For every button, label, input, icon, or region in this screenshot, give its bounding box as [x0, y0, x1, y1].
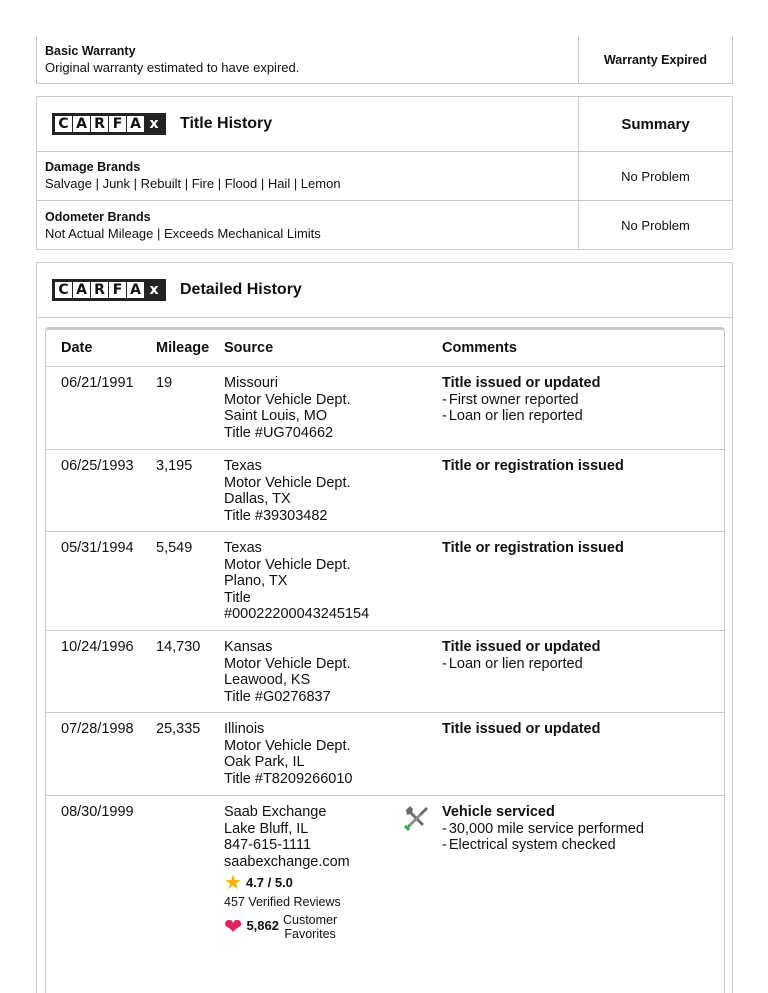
title-row [37, 201, 732, 250]
logo-letter: A [73, 116, 90, 132]
logo-letter: A [127, 282, 144, 298]
comment-title: Title issued or updated [442, 639, 601, 655]
logo-letter: x [145, 116, 163, 132]
warranty-label: Basic Warranty [45, 43, 136, 58]
source-line: Missouri [224, 375, 278, 391]
row-source [224, 804, 402, 956]
dealer-rating [224, 874, 402, 892]
comment-title: Title or registration issued [442, 458, 624, 474]
table-header [46, 330, 724, 367]
row-date: 07/28/1998 [61, 721, 134, 737]
comment-bullet: - Electrical system checked [442, 837, 724, 854]
row-mileage: 3,195 [156, 458, 193, 474]
title-row-text: Salvage | Junk | Rebuilt | Fire | Flood | Hail | Lemon [45, 176, 341, 191]
rating-value: 4.7 / 5.0 [245, 874, 293, 890]
favorites-label-line: Favorites [284, 926, 336, 941]
row-icon-slot [402, 721, 442, 795]
title-row-text: Not Actual Mileage | Exceeds Mechanical Limits [45, 225, 321, 241]
source-line: #00022200043245154 [224, 606, 370, 622]
logo-letter: C [55, 282, 72, 298]
source-line: Motor Vehicle Dept. [224, 737, 351, 754]
comment-bullet: - First owner reported [442, 392, 724, 409]
row-icon-slot [402, 639, 442, 712]
row-date: 08/30/1999 [61, 804, 134, 820]
warranty-section [36, 36, 733, 84]
title-history-section [36, 96, 733, 250]
row-source [224, 540, 402, 630]
star-icon: ★ [224, 872, 242, 894]
detailed-history-title: Detailed History [180, 281, 302, 298]
row-source [224, 639, 402, 712]
source-line: Title #G0276837 [224, 688, 331, 705]
source-line: Texas [224, 458, 262, 474]
wrench-screwdriver-icon [402, 804, 430, 832]
row-date: 06/21/1991 [61, 375, 134, 391]
source-line: Title #39303482 [224, 507, 328, 524]
row-mileage: 19 [156, 375, 173, 391]
title-history-header [37, 97, 578, 151]
row-date: 06/25/1993 [61, 458, 134, 474]
row-icon-slot [402, 804, 442, 956]
comment-bullet: - Loan or lien reported [442, 408, 724, 425]
reviews-link[interactable]: 457 Verified Reviews [224, 895, 341, 909]
row-icon-slot [402, 375, 442, 449]
favorites-label [283, 913, 337, 941]
title-row-label: Odometer Brands [45, 209, 151, 224]
logo-letter: F [109, 116, 126, 132]
source-line: Dallas, TX [224, 491, 291, 507]
customer-favorites [224, 913, 402, 941]
row-mileage: 14,730 [156, 639, 201, 655]
col-mileage: Mileage [156, 340, 210, 356]
detailed-history-header [37, 263, 732, 318]
col-comments: Comments [442, 340, 517, 356]
row-source [224, 375, 402, 449]
summary-label: Summary [578, 97, 732, 151]
carfax-logo [52, 113, 166, 135]
table-row [46, 532, 724, 631]
row-comments [442, 458, 724, 531]
comment-title: Title or registration issued [442, 540, 624, 556]
col-source: Source [224, 340, 274, 356]
row-date: 05/31/1994 [61, 540, 134, 556]
warranty-info [37, 36, 578, 83]
title-row-status: No Problem [578, 201, 732, 250]
logo-letter: C [55, 116, 72, 132]
source-line: Saint Louis, MO [224, 408, 328, 424]
logo-letter: A [127, 116, 144, 132]
source-line: Title #T8209266010 [224, 770, 353, 787]
row-icon-slot [402, 540, 442, 630]
logo-letter: F [109, 282, 126, 298]
table-row [46, 796, 724, 956]
warranty-text: Original warranty estimated to have expired. [45, 59, 300, 75]
favorites-label-line: Customer [282, 912, 338, 927]
history-table [45, 327, 725, 993]
source-line: Leawood, KS [224, 672, 311, 688]
row-comments [442, 804, 724, 956]
row-date: 10/24/1996 [61, 639, 134, 655]
source-line: Title #UG704662 [224, 424, 334, 441]
row-source [224, 721, 402, 795]
row-mileage [156, 804, 224, 956]
favorites-count: 5,862 [246, 918, 279, 934]
title-row [37, 152, 732, 201]
row-comments [442, 721, 724, 795]
comment-bullet: - Loan or lien reported [442, 656, 724, 673]
source-line: Motor Vehicle Dept. [224, 391, 351, 408]
source-line: Plano, TX [224, 573, 288, 589]
source-line: Texas [224, 540, 262, 556]
source-line: Saab Exchange [224, 804, 327, 820]
table-row [46, 450, 724, 532]
source-line: Motor Vehicle Dept. [224, 655, 351, 672]
source-line: Motor Vehicle Dept. [224, 474, 351, 491]
row-comments [442, 540, 724, 630]
source-line: Motor Vehicle Dept. [224, 556, 351, 573]
comment-title: Title issued or updated [442, 721, 601, 737]
source-line: saabexchange.com [224, 853, 350, 870]
title-row-status: No Problem [578, 152, 732, 200]
comment-title: Title issued or updated [442, 375, 601, 391]
title-row-label: Damage Brands [45, 160, 141, 174]
table-row [46, 631, 724, 713]
logo-letter: R [91, 116, 108, 132]
source-line: Oak Park, IL [224, 754, 305, 770]
title-history-title: Title History [180, 115, 273, 132]
table-row [46, 713, 724, 796]
source-line: Illinois [224, 721, 265, 737]
row-comments [442, 639, 724, 712]
detailed-history-section [36, 262, 733, 993]
row-source [224, 458, 402, 531]
table-row [46, 367, 724, 450]
source-line: Kansas [224, 639, 273, 655]
source-line: Lake Bluff, IL [224, 820, 309, 837]
comment-title: Vehicle serviced [442, 804, 555, 820]
logo-letter: R [91, 282, 108, 298]
col-date: Date [61, 340, 93, 356]
logo-letter: x [145, 282, 163, 298]
source-line: Title [224, 589, 251, 606]
carfax-logo [52, 279, 166, 301]
source-line: 847-615-1111 [224, 837, 312, 853]
row-icon-slot [402, 458, 442, 531]
logo-letter: A [73, 282, 90, 298]
row-mileage: 25,335 [156, 721, 201, 737]
heart-icon: ❤ [224, 913, 243, 939]
row-mileage: 5,549 [156, 540, 193, 556]
comment-bullet: - 30,000 mile service performed [442, 821, 724, 838]
warranty-status: Warranty Expired [578, 36, 732, 83]
row-comments [442, 375, 724, 449]
